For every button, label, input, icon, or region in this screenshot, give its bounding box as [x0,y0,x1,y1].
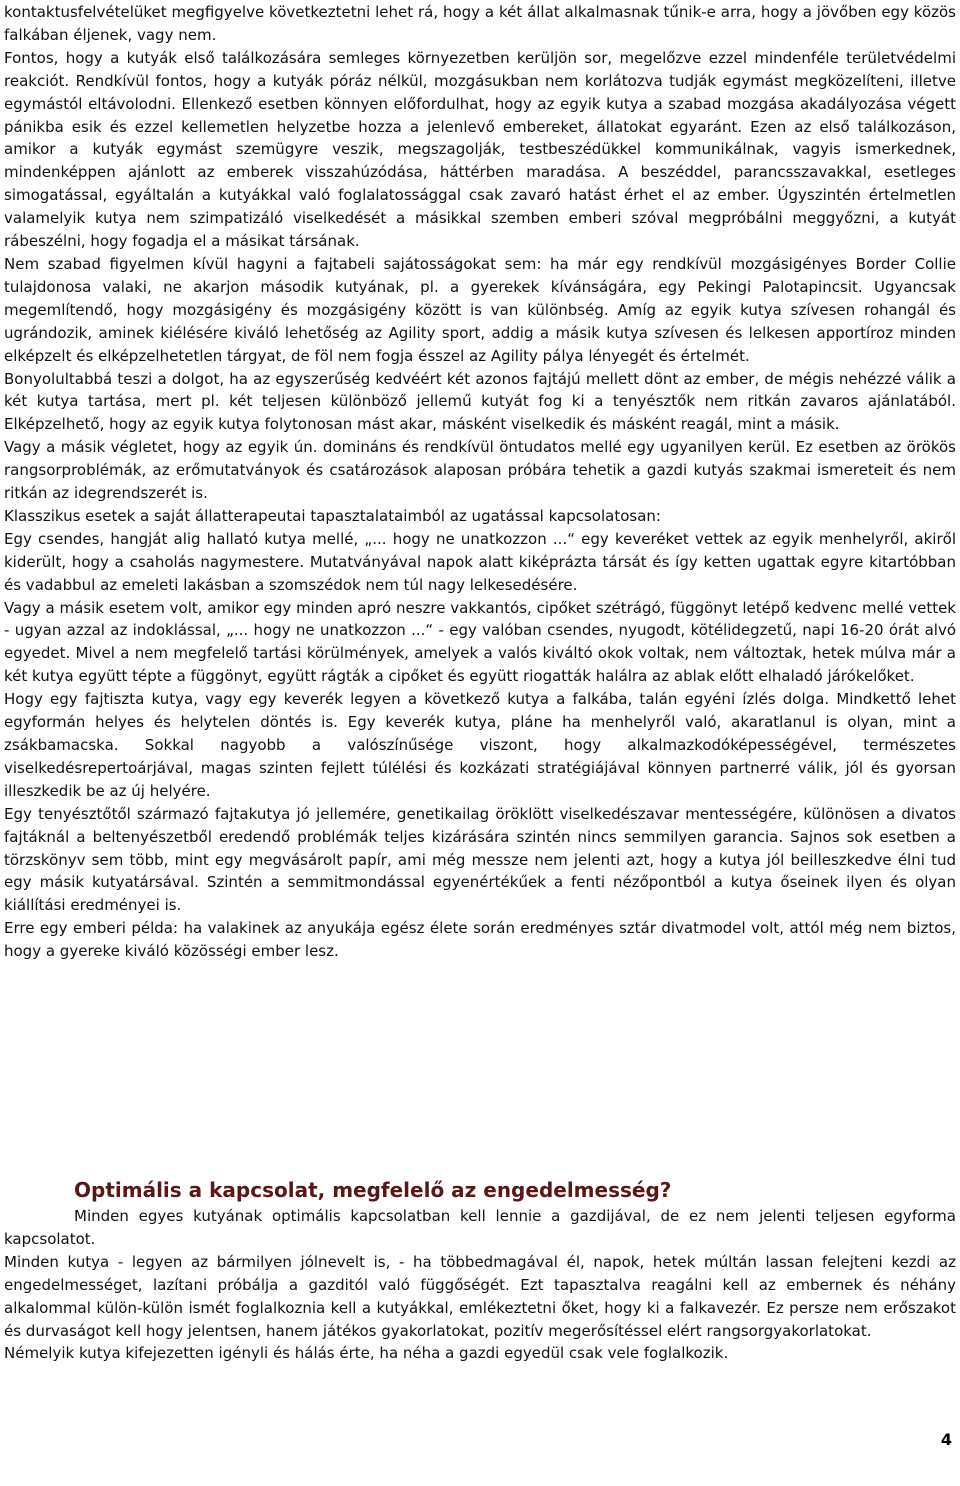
section-paragraph-3: Némelyik kutya kifejezetten igényli és hálás érte, ha néha a gazdi egyedül csak vele foglalkozik. [4,1344,729,1363]
paragraph-5: Vagy a másik végletet, hogy az egyik ún. domináns és rendkívül öntudatos mellé egy ugyanilyen kerül. Ez esetben az örökös rangsorproblémák, az erőmutatványok és csatározások alaposan próbára tehetik a gazdi kutyás szakmai ismereteit és nem ritkán az idegrendszerét is. [4,438,956,503]
main-body-text [4,1,956,963]
paragraph-4: Bonyolultabbá teszi a dolgot, ha az egyszerűség kedvéért két azonos fajtájú mellett dönt az ember, de mégis nehézzé válik a két kutya tartása, mert pl. két teljesen különböző jellemű kutyát fog ki a tenyésztők nem ritkán zavaros ajánlatából. Elképzelhető, hogy az egyik kutya folytonosan mást akar, másként viselkedik és másként reagál, mint a másik. [4,369,956,434]
page-number: 4 [940,1430,952,1449]
paragraph-8: Vagy a másik esetem volt, amikor egy minden apró neszre vakkantós, cipőket szétrágó, függönyt letépő kedvenc mellé vettek - ugyan azzal az indoklással, „... hogy ne unatkozzon ...“ - egy valóban csendes, nyugodt, kötélidegzetű, napi 16-20 órát alvó egyedet. Mivel a nem megfelelő tartási körülmények, amelyek a valós kiváltó okok voltak, nem változtak, hetek múlva már a két kutya együtt tépte a függönyt, együtt rágták a cipőket és együtt riogatták halálra az ablak előtt elhaladó járókelőket. [4,598,956,686]
section-paragraph-1: Minden egyes kutyának optimális kapcsolatban kell lennie a gazdijával, de ez nem jelenti teljesen egyforma kapcsolatot. [4,1207,956,1248]
paragraph-1: kontaktusfelvételüket megfigyelve következtetni lehet rá, hogy a két állat alkalmasnak tűnik-e arra, hogy a jövőben egy közös falkában éljenek, vagy nem. [4,3,956,44]
section-heading: Optimális a kapcsolat, megfelelő az engedelmesség? [74,1178,672,1202]
paragraph-3: Nem szabad figyelmen kívül hagyni a fajtabeli sajátosságokat sem: ha már egy rendkívül mozgásigényes Border Collie tulajdonosa valaki, ne akarjon második kutyának, pl. a gyerekek kívánságára, egy Pekingi Palotapincsit. Ugyancsak megemlítendő, hogy mozgásigény és mozgásigény között is van különbség. Amíg az egyik kutya szívesen rohangál és ugrándozik, aminek kiélésére kiváló lehetőség az Agility sport, addig a másik kutya szívesen és lelkesen apportíroz minden elképzelt és elképzelhetetlen tárgyat, de föl nem fogja ésszel az Agility pálya lényegét és értelmét. [4,254,956,365]
paragraph-10: Egy tenyésztőtől származó fajtakutya jó jellemére, genetikailag öröklött viselkedészavar mentességére, különösen a divatos fajtáknál a beltenyészetből eredendő problémák teljes kizárására szintén nincs semmilyen garancia. Sajnos sok esetben a törzskönyv sem több, mint egy megvásárolt papír, ami még messze nem jelenti azt, hogy a kutya jól beilleszkedve élni tud egy másik kutyatársával. Szintén a semmitmondással egyenértékűek a fenti nézőpontból a kutya őseinek ilyen és olyan kiállítási eredményei is. [4,804,956,915]
paragraph-7: Egy csendes, hangját alig hallató kutya mellé, „... hogy ne unatkozzon ...“ egy keveréket vettek az egyik menhelyről, akiről kiderült, hogy a csaholás nagymestere. Mutatványával napok alatt kiképrázta társát és így ketten ugattak egyre kitartóbban és vadabbul az emeleti lakásban a szomszédok nem túl nagy lelkesedésére. [4,529,956,594]
paragraph-6: Klasszikus esetek a saját állatterapeutai tapasztalataimból az ugatással kapcsolatosan: [4,506,661,525]
section-body-text [4,1205,956,1365]
paragraph-11: Erre egy emberi példa: ha valakinek az anyukája egész élete során eredményes sztár divatmodel volt, attól még nem biztos, hogy a gyereke kiváló közösségi ember lesz. [4,919,956,961]
section-paragraph-2: Minden kutya - legyen az bármilyen jólnevelt is, - ha többedmagával él, napok, hetek múltán lassan felejteni kezdi az engedelmességet, lazítani próbálja a gazditól való függőségét. Ezt tapasztalva reagálni kell az embernek és néhány alkalommal külön-külön ismét foglalkoznia kell a kutyákkal, emlékeztetni őket, hogy ki a falkavezér. Ez persze nem erőszakot és durvaságot kell hogy jelentsen, hanem játékos gyakorlatokat, pozitív megerősítéssel elért rangsorgyakorlatokat. [4,1252,956,1340]
paragraph-9: Hogy egy fajtiszta kutya, vagy egy keverék legyen a következő kutya a falkába, talán egyéni ízlés dolga. Mindkettő lehet egyformán helyes és helytelen döntés is. Egy keverék kutya, pláne ha menhelyről való, akaratlanul is olyan, mint a zsákbamacska. Sokkal nagyobb a valószínűsége viszont, hogy alkalmazkodóképességével, természetes viselkedésrepertoárjával, magas szinten fejlett túlélési és kozkázati stratégiájával könnyen partnerré válik, jól és gyorsan illeszkedik be az új helyére. [4,690,956,800]
paragraph-2: Fontos, hogy a kutyák első találkozására semleges környezetben kerüljön sor, megelőzve ezzel mindenféle területvédelmi reakciót. Rendkívül fontos, hogy a kutyák póráz nélkül, mozgásukban nem korlátozva tudják egymást megközelíteni, illetve egymástól eltávolodni. Ellenkező esetben könnyen előfordulhat, hogy az egyik kutya a szabad mozgása akadályozása végett pánikba esik és ezzel kellemetlen helyzetbe hozza a jelenlevő embereket, állatokat egyaránt. Ezen az első találkozáson, amikor a kutyák egymást szemügyre veszik, megszagolják, testbeszédükkel kommunikálnak, vagyis ismerkednek, mindenképpen ajánlott az emberek visszahúzódása, háttérben maradása. A beszéddel, parancsszavakkal, esetleges simogatással, egyáltalán a kutyákkal való foglalatossággal csak zavaró hatást érhet el az ember. Úgyszintén értelmetlen valamelyik kutya nem szimpatizáló viselkedését a másikkal szemben emberi szóval megpróbálni meggyőzni, a kutyát rábeszélni, hogy fogadja el a másikat társának. [4,48,956,251]
